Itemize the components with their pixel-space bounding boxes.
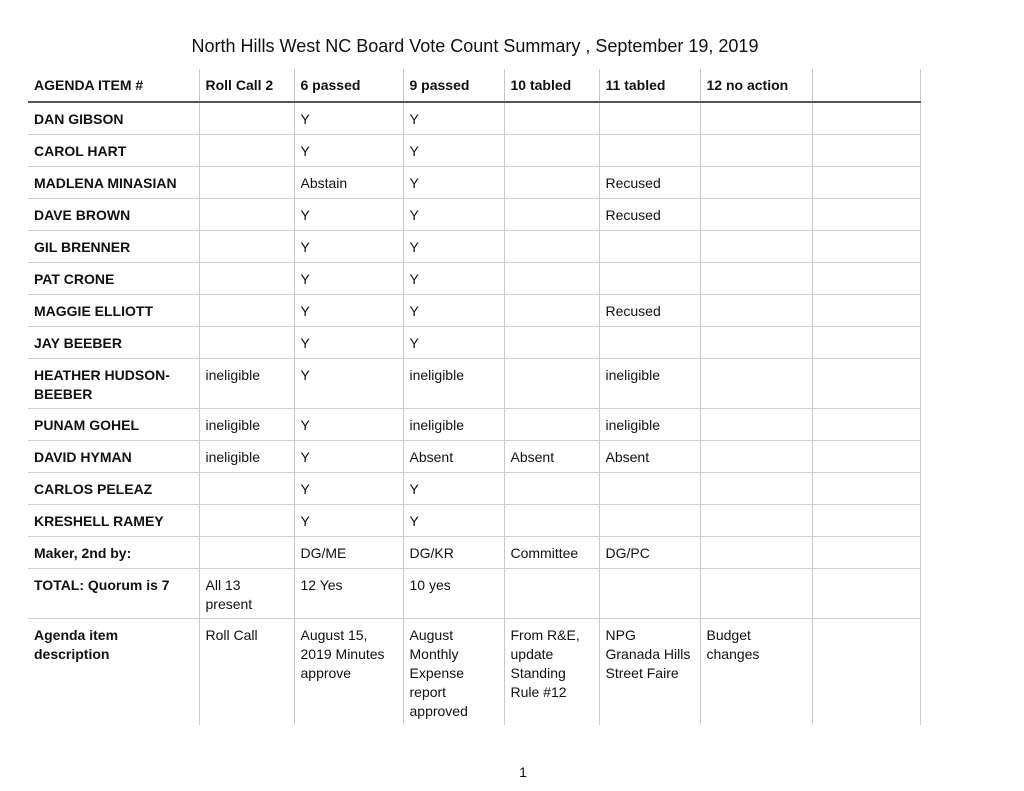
header-item-6: 6 passed — [294, 69, 403, 102]
item-9-cell: Y — [403, 102, 504, 135]
header-roll-call: Roll Call 2 — [199, 69, 294, 102]
member-name: GIL BRENNER — [28, 231, 199, 263]
roll-call-cell — [199, 167, 294, 199]
item-10-cell — [504, 505, 599, 537]
item-9-cell: August Monthly Expense report approved — [403, 619, 504, 726]
table-row — [28, 295, 920, 327]
member-name: CARLOS PELEAZ — [28, 473, 199, 505]
item-9-cell: Y — [403, 295, 504, 327]
roll-call-cell — [199, 263, 294, 295]
item-11-cell: Absent — [599, 441, 700, 473]
item-12-cell — [700, 327, 812, 359]
item-12-cell — [700, 135, 812, 167]
table-row — [28, 359, 920, 409]
vote-count-table — [28, 69, 921, 725]
member-name: DAVID HYMAN — [28, 441, 199, 473]
table-row — [28, 441, 920, 473]
blank-cell — [812, 359, 920, 409]
item-10-cell — [504, 135, 599, 167]
blank-cell — [812, 537, 920, 569]
blank-cell — [812, 231, 920, 263]
blank-cell — [812, 102, 920, 135]
item-6-cell: Abstain — [294, 167, 403, 199]
member-name: HEATHER HUDSON-BEEBER — [28, 359, 199, 409]
item-11-cell: DG/PC — [599, 537, 700, 569]
item-9-cell: Y — [403, 505, 504, 537]
item-6-cell: Y — [294, 441, 403, 473]
item-12-cell — [700, 102, 812, 135]
table-row — [28, 473, 920, 505]
item-11-cell — [599, 569, 700, 619]
item-6-cell: DG/ME — [294, 537, 403, 569]
header-item-11: 11 tabled — [599, 69, 700, 102]
item-6-cell: Y — [294, 327, 403, 359]
blank-cell — [812, 569, 920, 619]
item-11-cell: NPG Granada Hills Street Faire — [599, 619, 700, 726]
table-row — [28, 199, 920, 231]
item-12-cell: Budget changes — [700, 619, 812, 726]
member-name: MADLENA MINASIAN — [28, 167, 199, 199]
member-name: TOTAL: Quorum is 7 — [28, 569, 199, 619]
item-6-cell: Y — [294, 295, 403, 327]
item-11-cell: ineligible — [599, 359, 700, 409]
item-6-cell: Y — [294, 359, 403, 409]
item-9-cell: ineligible — [403, 409, 504, 441]
table-row — [28, 505, 920, 537]
item-10-cell — [504, 167, 599, 199]
header-item-10: 10 tabled — [504, 69, 599, 102]
header-blank — [812, 69, 920, 102]
item-11-cell — [599, 231, 700, 263]
item-12-cell — [700, 569, 812, 619]
item-11-cell — [599, 135, 700, 167]
item-10-cell — [504, 231, 599, 263]
member-name: KRESHELL RAMEY — [28, 505, 199, 537]
item-12-cell — [700, 505, 812, 537]
item-6-cell: Y — [294, 231, 403, 263]
item-11-cell: Recused — [599, 167, 700, 199]
item-12-cell — [700, 441, 812, 473]
table-row — [28, 167, 920, 199]
roll-call-cell — [199, 135, 294, 167]
header-agenda-item: AGENDA ITEM # — [28, 69, 199, 102]
item-12-cell — [700, 537, 812, 569]
item-9-cell: Y — [403, 199, 504, 231]
item-11-cell — [599, 473, 700, 505]
page-number: 1 — [519, 764, 527, 780]
item-9-cell: DG/KR — [403, 537, 504, 569]
roll-call-cell — [199, 295, 294, 327]
roll-call-cell: ineligible — [199, 359, 294, 409]
roll-call-cell — [199, 102, 294, 135]
item-11-cell: ineligible — [599, 409, 700, 441]
member-name: MAGGIE ELLIOTT — [28, 295, 199, 327]
item-11-cell — [599, 102, 700, 135]
table-row — [28, 102, 920, 135]
item-9-cell: Y — [403, 327, 504, 359]
item-6-cell: Y — [294, 409, 403, 441]
item-10-cell — [504, 409, 599, 441]
item-12-cell — [700, 199, 812, 231]
blank-cell — [812, 505, 920, 537]
blank-cell — [812, 135, 920, 167]
blank-cell — [812, 327, 920, 359]
roll-call-cell — [199, 199, 294, 231]
item-11-cell: Recused — [599, 295, 700, 327]
table-header-row — [28, 69, 920, 102]
member-name: CAROL HART — [28, 135, 199, 167]
roll-call-cell — [199, 327, 294, 359]
roll-call-cell — [199, 537, 294, 569]
member-name: Agenda item description — [28, 619, 199, 726]
table-row — [28, 537, 920, 569]
item-10-cell — [504, 102, 599, 135]
item-6-cell: 12 Yes — [294, 569, 403, 619]
item-10-cell — [504, 295, 599, 327]
document-title: North Hills West NC Board Vote Count Summary , September 19, 2019 — [191, 36, 759, 56]
blank-cell — [812, 167, 920, 199]
item-9-cell: Y — [403, 473, 504, 505]
item-12-cell — [700, 231, 812, 263]
member-name: JAY BEEBER — [28, 327, 199, 359]
item-10-cell — [504, 263, 599, 295]
item-6-cell: Y — [294, 135, 403, 167]
roll-call-cell: All 13 present — [199, 569, 294, 619]
roll-call-cell: ineligible — [199, 409, 294, 441]
item-9-cell: Absent — [403, 441, 504, 473]
item-9-cell: Y — [403, 231, 504, 263]
item-10-cell — [504, 327, 599, 359]
item-12-cell — [700, 359, 812, 409]
item-11-cell: Recused — [599, 199, 700, 231]
blank-cell — [812, 263, 920, 295]
item-9-cell: Y — [403, 263, 504, 295]
item-11-cell — [599, 327, 700, 359]
blank-cell — [812, 441, 920, 473]
item-10-cell: Committee — [504, 537, 599, 569]
item-10-cell — [504, 473, 599, 505]
item-6-cell: Y — [294, 102, 403, 135]
blank-cell — [812, 295, 920, 327]
roll-call-cell: ineligible — [199, 441, 294, 473]
member-name: PUNAM GOHEL — [28, 409, 199, 441]
item-12-cell — [700, 167, 812, 199]
table-row — [28, 263, 920, 295]
roll-call-cell — [199, 473, 294, 505]
item-10-cell — [504, 569, 599, 619]
item-12-cell — [700, 473, 812, 505]
table-row — [28, 619, 920, 726]
item-6-cell: Y — [294, 263, 403, 295]
table-row — [28, 409, 920, 441]
item-12-cell — [700, 295, 812, 327]
roll-call-cell — [199, 505, 294, 537]
item-10-cell — [504, 359, 599, 409]
blank-cell — [812, 199, 920, 231]
item-12-cell — [700, 263, 812, 295]
header-item-9: 9 passed — [403, 69, 504, 102]
item-6-cell: Y — [294, 199, 403, 231]
blank-cell — [812, 619, 920, 726]
item-12-cell — [700, 409, 812, 441]
item-11-cell — [599, 505, 700, 537]
item-9-cell: Y — [403, 135, 504, 167]
blank-cell — [812, 473, 920, 505]
item-9-cell: 10 yes — [403, 569, 504, 619]
item-10-cell — [504, 199, 599, 231]
table-row — [28, 231, 920, 263]
item-10-cell: Absent — [504, 441, 599, 473]
item-6-cell: Y — [294, 505, 403, 537]
member-name: Maker, 2nd by: — [28, 537, 199, 569]
item-6-cell: Y — [294, 473, 403, 505]
member-name: DAVE BROWN — [28, 199, 199, 231]
table-row — [28, 569, 920, 619]
roll-call-cell — [199, 231, 294, 263]
roll-call-cell: Roll Call — [199, 619, 294, 726]
blank-cell — [812, 409, 920, 441]
header-item-12: 12 no action — [700, 69, 812, 102]
item-6-cell: August 15, 2019 Minutes approve — [294, 619, 403, 726]
item-9-cell: ineligible — [403, 359, 504, 409]
item-11-cell — [599, 263, 700, 295]
item-10-cell: From R&E, update Standing Rule #12 — [504, 619, 599, 726]
table-row — [28, 135, 920, 167]
table-row — [28, 327, 920, 359]
item-9-cell: Y — [403, 167, 504, 199]
member-name: PAT CRONE — [28, 263, 199, 295]
member-name: DAN GIBSON — [28, 102, 199, 135]
